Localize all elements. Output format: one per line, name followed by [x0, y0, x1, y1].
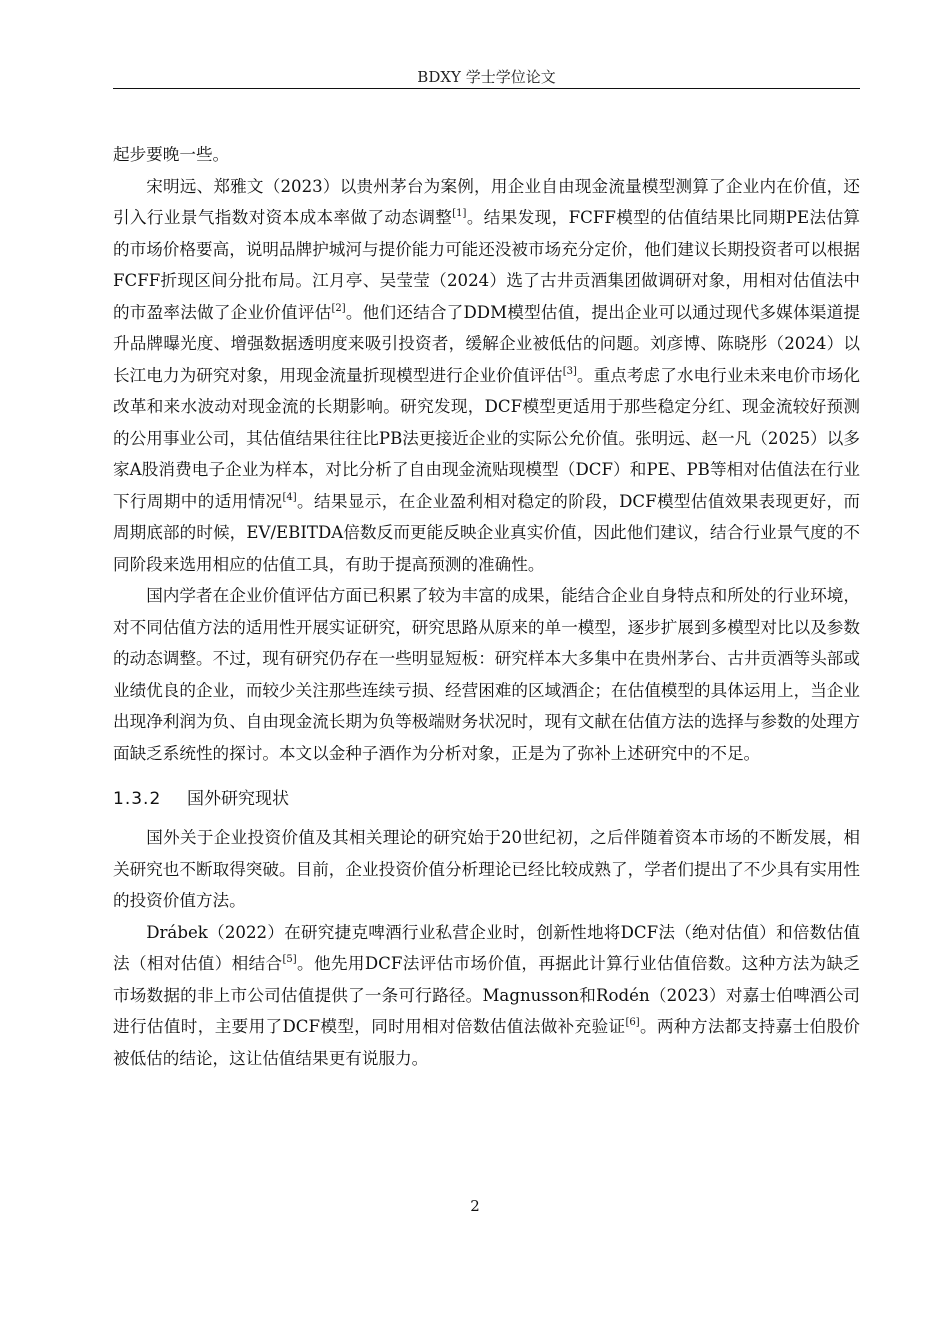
citation-ref: [5]: [282, 954, 297, 965]
paragraph-text: 。结果显示，在企业盈利相对稳定的阶段，DCF模型估值效果表现更好，而周期底部的时候，EV/EBITDA倍数反而更能反映企业真实价值，因此他们建议，结合行业景气度的不同阶段来选用相应的估值工具，有助于提高预测的准确性。: [113, 491, 861, 574]
section-heading: [113, 782, 860, 816]
section-number: 1.3.2: [113, 789, 162, 809]
citation-ref: [3]: [562, 365, 577, 377]
page-number: 2: [470, 1197, 480, 1215]
paragraph-text: Drábek（2022）在研究捷克啤酒行业私营企业时，创新性地将DCF法（绝对估值）和倍数估值法（相对估值）相结合: [113, 922, 860, 973]
citation-ref: [2]: [331, 302, 346, 314]
paragraph-text: 宋明远、郑雅文（2023）以贵州茅台为案例，用企业自由现金流量模型测算了企业内在价值，还引入行业景气指数对资本成本率做了动态调整: [113, 176, 860, 227]
page-body: [113, 139, 860, 1074]
section-title: 国外研究现状: [187, 789, 289, 809]
paragraph-domestic-studies: [113, 171, 860, 581]
citation-ref: [4]: [282, 491, 297, 503]
paragraph-foreign-intro: 国外关于企业投资价值及其相关理论的研究始于20世纪初，之后伴随着资本市场的不断发展，相关研究也不断取得突破。目前，企业投资价值分析理论已经比较成熟了，学者们提出了不少具有实用性的投资价值方法。: [113, 828, 860, 910]
running-header: BDXY 学士学位论文: [417, 68, 556, 86]
paragraph-text: 。结果发现，FCFF模型的估值结果比同期PE法估算的市场价格要高，说明品牌护城河与提价能力可能还没被市场充分定价，他们建议长期投资者可以根据FCFF折现区间分批布局。江月亭、吴莹莹（2024）选了古井贡酒集团做调研对象，用相对估值法中的市盈率法做了企业价值评估: [113, 208, 861, 322]
paragraph-text: 。他们还结合了DDM模型估值，提出企业可以通过现代多媒体渠道提升品牌曝光度、增强数据透明度来吸引投资者，缓解企业被低估的问题。刘彦博、陈晓彤（2024）以长江电力为研究对象，用现金流量折现模型进行企业价值评估: [113, 302, 860, 385]
paragraph-text: 。重点考虑了水电行业未来电价市场化改革和来水波动对现金流的长期影响。研究发现，DCF模型更适用于那些稳定分红、现金流较好预测的公用事业公司，其估值结果往往比PB法更接近企业的实际公允价值。张明远、赵一凡（2025）以多家A股消费电子企业为样本，对比分析了自由现金流贴现模型（DCF）和PE、PB等相对估值法在行业下行周期中的适用情况: [113, 365, 861, 511]
paragraph-domestic-summary: 国内学者在企业价值评估方面已积累了较为丰富的成果，能结合企业自身特点和所处的行业环境，对不同估值方法的适用性开展实证研究，研究思路从原来的单一模型，逐步扩展到多模型对比以及参数的动态调整。不过，现有研究仍存在一些明显短板：研究样本大多集中在贵州茅台、古井贡酒等头部或业绩优良的企业，而较少关注那些连续亏损、经营困难的区域酒企；在估值模型的具体运用上，当企业出现净利润为负、自由现金流长期为负等极端财务状况时，现有文献在估值方法的选择与参数的处理方面缺乏系统性的探讨。本文以金种子酒作为分析对象，正是为了弥补上述研究中的不足。: [113, 586, 860, 763]
header-rule: [113, 88, 860, 89]
paragraph-text: 。两种方法都支持嘉士伯股价被低估的结论，这让估值结果更有说服力。: [113, 1017, 861, 1068]
paragraph-text: 。他先用DCF法评估市场价值，再据此计算行业估值倍数。这种方法为缺乏市场数据的非上市公司估值提供了一条可行路径。Magnusson和Rodén（2023）对嘉士伯啤酒公司进行估值时，主要用了DCF模型，同时用相对倍数估值法做补充验证: [113, 954, 861, 1036]
citation-ref: [6]: [625, 1017, 640, 1028]
citation-ref: [1]: [452, 208, 467, 219]
paragraph-foreign-studies: [113, 917, 860, 1075]
paragraph-continuation: 起步要晚一些。: [113, 145, 230, 164]
